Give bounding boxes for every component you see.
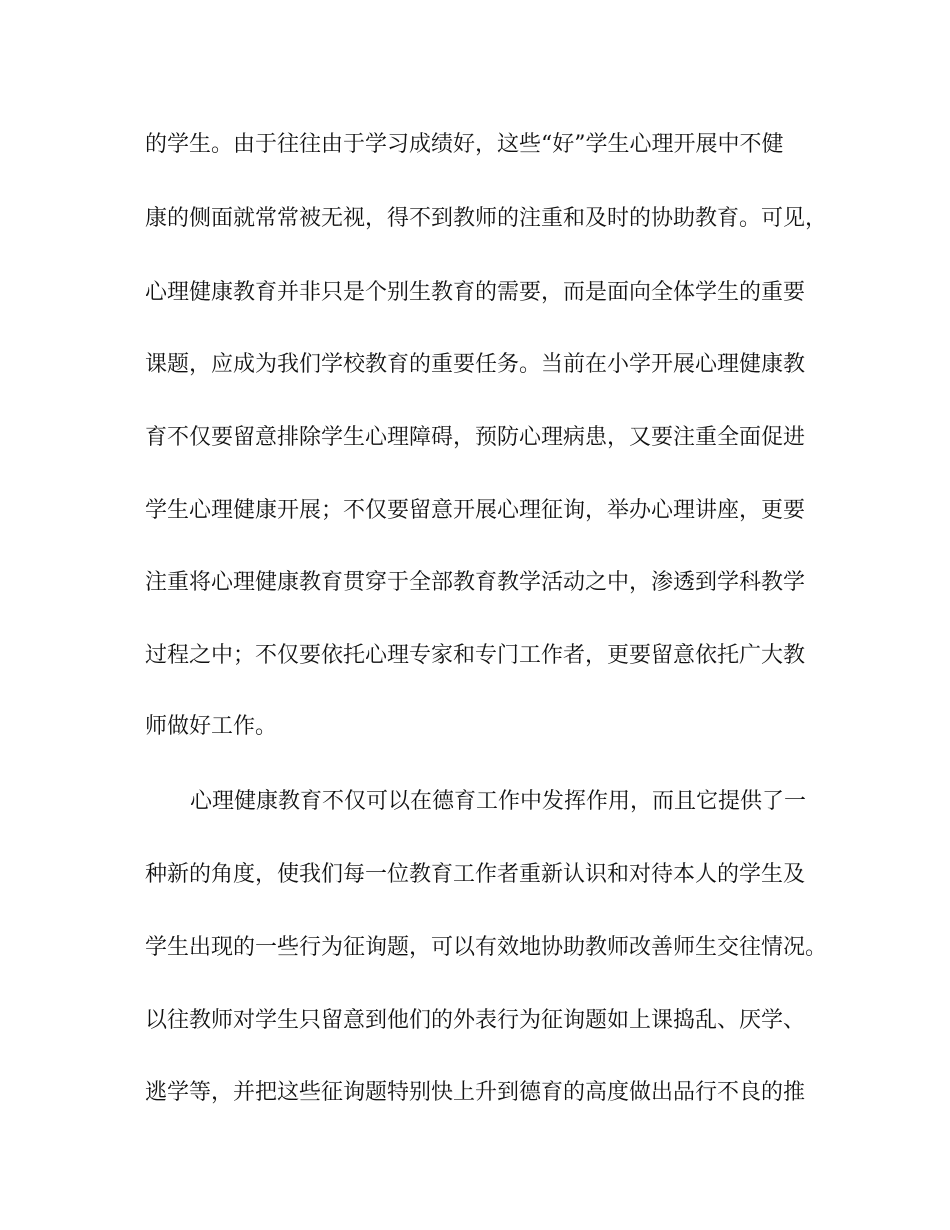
text-line-6: 学生心理健康开展；不仅要留意开展心理征询，举办心理讲座，更要 (145, 498, 806, 523)
text-line-12: 学生出现的一些行为征询题，可以有效地协助教师改善师生交往情况。 (145, 935, 828, 960)
text-line-5: 育不仅要留意排除学生心理障碍，预防心理病患，又要注重全面促进 (145, 425, 806, 450)
text-line-9: 师做好工作。 (145, 714, 278, 739)
text-line-8: 过程之中；不仅要依托心理专家和专门工作者，更要留意依托广大教 (145, 643, 806, 668)
text-line-7: 注重将心理健康教育贯穿于全部教育教学活动之中，渗透到学科教学 (145, 570, 806, 595)
text-line-11: 种新的角度，使我们每一位教育工作者重新认识和对待本人的学生及 (145, 862, 806, 887)
text-line-13: 以往教师对学生只留意到他们的外表行为征询题如上课捣乱、厌学、 (145, 1008, 806, 1033)
text-line-3: 心理健康教育并非只是个别生教育的需要，而是面向全体学生的重要 (145, 280, 806, 305)
text-line-2: 康的侧面就常常被无视，得不到教师的注重和及时的协助教育。可见， (145, 206, 828, 231)
text-line-14: 逃学等，并把这些征询题特别快上升到德育的高度做出品行不良的推 (145, 1080, 806, 1105)
text-line-4: 课题，应成为我们学校教育的重要任务。当前在小学开展心理健康教 (145, 352, 806, 377)
text-line-1: 的学生。由于往往由于学习成绩好，这些“好”学生心理开展中不健 (145, 132, 784, 157)
paragraph-start-line: 心理健康教育不仅可以在德育工作中发挥作用，而且它提供了一 (190, 789, 807, 814)
